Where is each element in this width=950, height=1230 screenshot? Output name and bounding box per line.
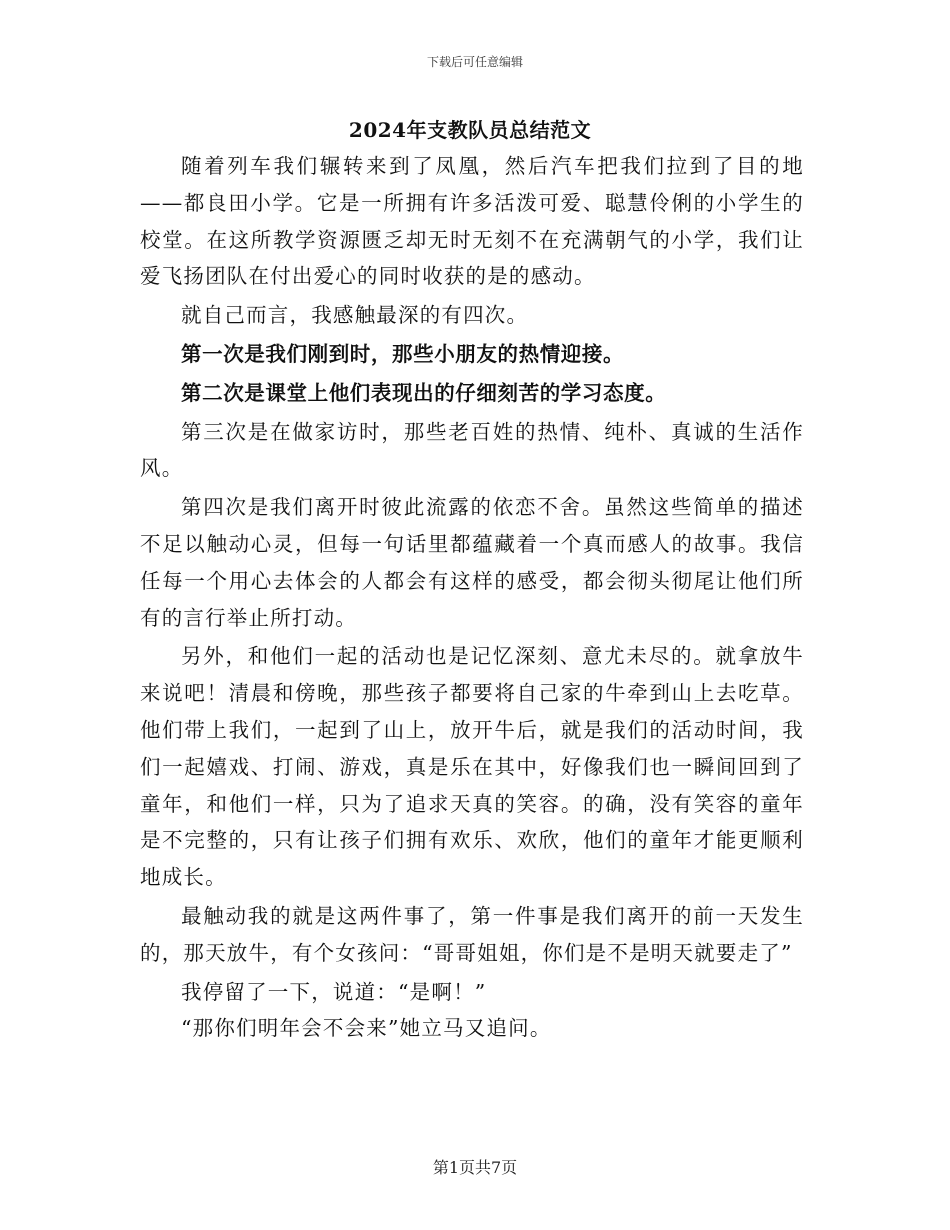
paragraph-arrival: 随着列车我们辗转来到了凤凰，然后汽车把我们拉到了目的地——都良田小学。它是一所拥有许多活泼可爱、聪慧伶俐的小学生的校堂。在这所教学资源匮乏却无时无刻不在充满朝气的小学，我们让爱飞扬团队在付出爱心的同时收获的是的感动。 xyxy=(140,154,804,289)
page-footer-page-number: 第1页共7页 xyxy=(432,1158,518,1177)
paragraph-third-moment: 第三次是在做家访时，那些老百姓的热情、纯朴、真诚的生活作风。 xyxy=(140,419,804,481)
paragraph-touching-events: 最触动我的就是这两件事了，第一件事是我们离开的前一天发生的，那天放牛，有个女孩问：“哥哥姐姐，你们是不是明天就要走了” xyxy=(140,903,804,965)
page-header-note: 下载后可任意编辑 xyxy=(426,55,523,69)
paragraph-activities: 另外，和他们一起的活动也是记忆深刻、意尤未尽的。就拿放牛来说吧！清晨和傍晚，那些孩子都要将自己家的牛牵到山上去吃草。他们带上我们，一起到了山上，放开牛后，就是我们的活动时间，我们一起嬉戏、打闹、游戏，真是乐在其中，好像我们也一瞬间回到了童年，和他们一样，只为了追求天真的笑容。的确，没有笑容的童年是不完整的，只有让孩子们拥有欢乐、欢欣，他们的童年才能更顺利地成长。 xyxy=(140,644,804,890)
paragraph-four-moments-intro: 就自己而言，我感触最深的有四次。 xyxy=(181,303,529,328)
paragraph-follow-up-question: “那你们明年会不会来”她立马又追问。 xyxy=(181,1016,552,1041)
document-title: 2024年支教队员总结范文 xyxy=(348,118,592,142)
paragraph-second-moment: 第二次是课堂上他们表现出的仔细刻苦的学习态度。 xyxy=(181,380,667,405)
paragraph-reply: 我停留了一下，说道：“是啊！” xyxy=(181,979,487,1004)
paragraph-first-moment: 第一次是我们刚到时，那些小朋友的热情迎接。 xyxy=(181,341,625,366)
document-body xyxy=(140,148,804,1047)
paragraph-fourth-moment: 第四次是我们离开时彼此流露的依恋不舍。虽然这些简单的描述不足以触动心灵，但每一句话里都蕴藏着一个真而感人的故事。我信任每一个用心去体会的人都会有这样的感受，都会彻头彻尾让他们所有的言行举止所打动。 xyxy=(140,495,804,630)
